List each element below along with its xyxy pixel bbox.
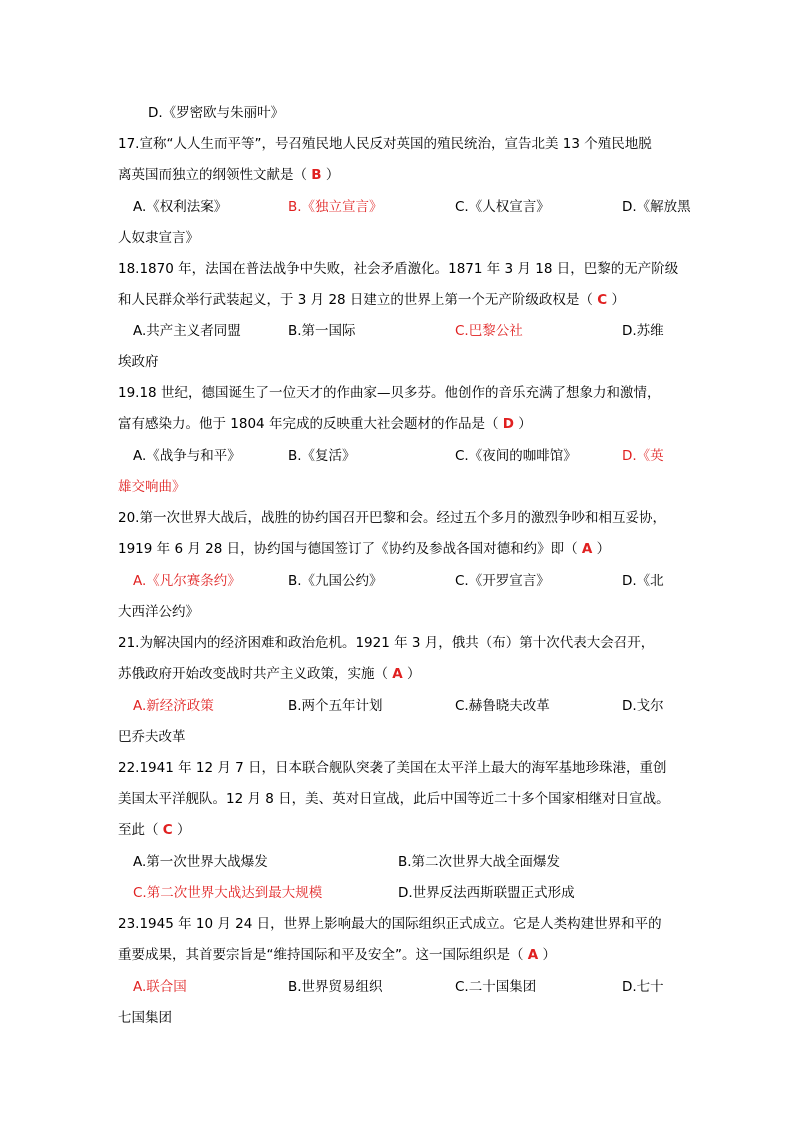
q22-option-c: C.第二次世界大战达到最大规模: [133, 885, 323, 901]
q20-option-c: C.《开罗宣言》: [455, 573, 550, 589]
q20-stem-line-2: 1919 年 6 月 28 日，协约国与德国签订了《协约及参战各国对德和约》即（ A ）: [118, 541, 611, 557]
q23-option-d-wrap: 七国集团: [118, 1010, 172, 1026]
q17-option-a: A.《权利法案》: [133, 199, 228, 215]
q23-option-c: C.二十国集团: [455, 979, 537, 995]
q21-option-a: A.新经济政策: [133, 698, 214, 714]
q22-stem-line-1: 22.1941 年 12 月 7 日，日本联合舰队突袭了美国在太平洋上最大的海军基地珍珠港，重创: [118, 760, 667, 776]
q21-option-c: C.赫鲁晓夫改革: [455, 698, 550, 714]
q18-option-d: D.苏维: [622, 323, 664, 339]
q18-stem-line-1: 18.1870 年，法国在普法战争中失败，社会矛盾激化。1871 年 3 月 18 日，巴黎的无产阶级: [118, 261, 679, 277]
q17-option-d-wrap: 人奴隶宣言》: [118, 230, 199, 246]
q21-stem-line-2: 苏俄政府开始改变战时共产主义政策，实施（ A ）: [118, 666, 421, 682]
q20-option-b: B.《九国公约》: [288, 573, 383, 589]
q17-option-d: D.《解放黑: [622, 199, 691, 215]
q23-stem-line-2: 重要成果，其首要宗旨是“维持国际和平及安全”。这一国际组织是（ A ）: [118, 947, 557, 963]
q22-option-a: A.第一次世界大战爆发: [133, 854, 268, 870]
q19-option-c: C.《夜间的咖啡馆》: [455, 448, 577, 464]
q20-option-a: A.《凡尔赛条约》: [133, 573, 241, 589]
q20-option-d: D.《北: [622, 573, 664, 589]
q23-stem-line-1: 23.1945 年 10 月 24 日，世界上影响最大的国际组织正式成立。它是人类构建世界和平的: [118, 916, 662, 932]
q17-stem-line-2: 离英国而独立的纲领性文献是（ B ）: [118, 167, 340, 183]
q23-answer: A: [527, 947, 539, 963]
q19-option-d: D.《英: [622, 448, 664, 464]
q22-stem-line-3: 至此（ C ）: [118, 822, 191, 838]
q17-option-b: B.《独立宣言》: [288, 199, 383, 215]
q18-option-c: C.巴黎公社: [455, 323, 523, 339]
q21-option-d-wrap: 巴乔夫改革: [118, 729, 186, 745]
q17-option-c: C.《人权宣言》: [455, 199, 550, 215]
q21-stem-line-1: 21.为解决国内的经济困难和政治危机。1921 年 3 月，俄共（布）第十次代表大会召开，: [118, 635, 655, 651]
q21-option-b: B.两个五年计划: [288, 698, 383, 714]
q20-option-d-wrap: 大西洋公约》: [118, 604, 199, 620]
q22-option-b: B.第二次世界大战全面爆发: [398, 854, 561, 870]
q19-option-a: A.《战争与和平》: [133, 448, 241, 464]
q23-option-d: D.七十: [622, 979, 664, 995]
q21-answer: A: [392, 666, 403, 682]
q23-option-b: B.世界贸易组织: [288, 979, 383, 995]
q19-option-b: B.《复活》: [288, 448, 356, 464]
q18-option-a: A.共产主义者同盟: [133, 323, 241, 339]
q20-answer: A: [581, 541, 593, 557]
q22-answer: C: [162, 822, 173, 838]
q18-option-b: B.第一国际: [288, 323, 356, 339]
q19-answer: D: [502, 416, 514, 432]
q23-option-a: A.联合国: [133, 979, 187, 995]
q18-option-d-wrap: 埃政府: [118, 354, 159, 370]
q22-option-d: D.世界反法西斯联盟正式形成: [398, 885, 575, 901]
q20-stem-line-1: 20.第一次世界大战后，战胜的协约国召开巴黎和会。经过五个多月的激烈争吵和相互妥协，: [118, 510, 666, 526]
q17-answer: B: [311, 167, 322, 183]
q18-answer: C: [597, 292, 608, 308]
q19-stem-line-1: 19.18 世纪，德国诞生了一位天才的作曲家—贝多芬。他创作的音乐充满了想象力和激情，: [118, 385, 661, 401]
q19-stem-line-2: 富有感染力。他于 1804 年完成的反映重大社会题材的作品是（ D ）: [118, 416, 532, 432]
q17-stem-line-1: 17.宣称“人人生而平等”，号召殖民地人民反对英国的殖民统治，宣告北美 13 个殖民地脱: [118, 136, 652, 152]
q18-stem-line-2: 和人民群众举行武装起义，于 3 月 28 日建立的世界上第一个无产阶级政权是（ C ）: [118, 292, 625, 308]
q19-option-d-wrap: 雄交响曲》: [118, 479, 186, 495]
q22-stem-line-2: 美国太平洋舰队。12 月 8 日，美、英对日宣战，此后中国等近二十多个国家相继对日宣战。: [118, 791, 670, 807]
q16-option-d: D.《罗密欧与朱丽叶》: [148, 105, 285, 121]
q21-option-d: D.戈尔: [622, 698, 664, 714]
